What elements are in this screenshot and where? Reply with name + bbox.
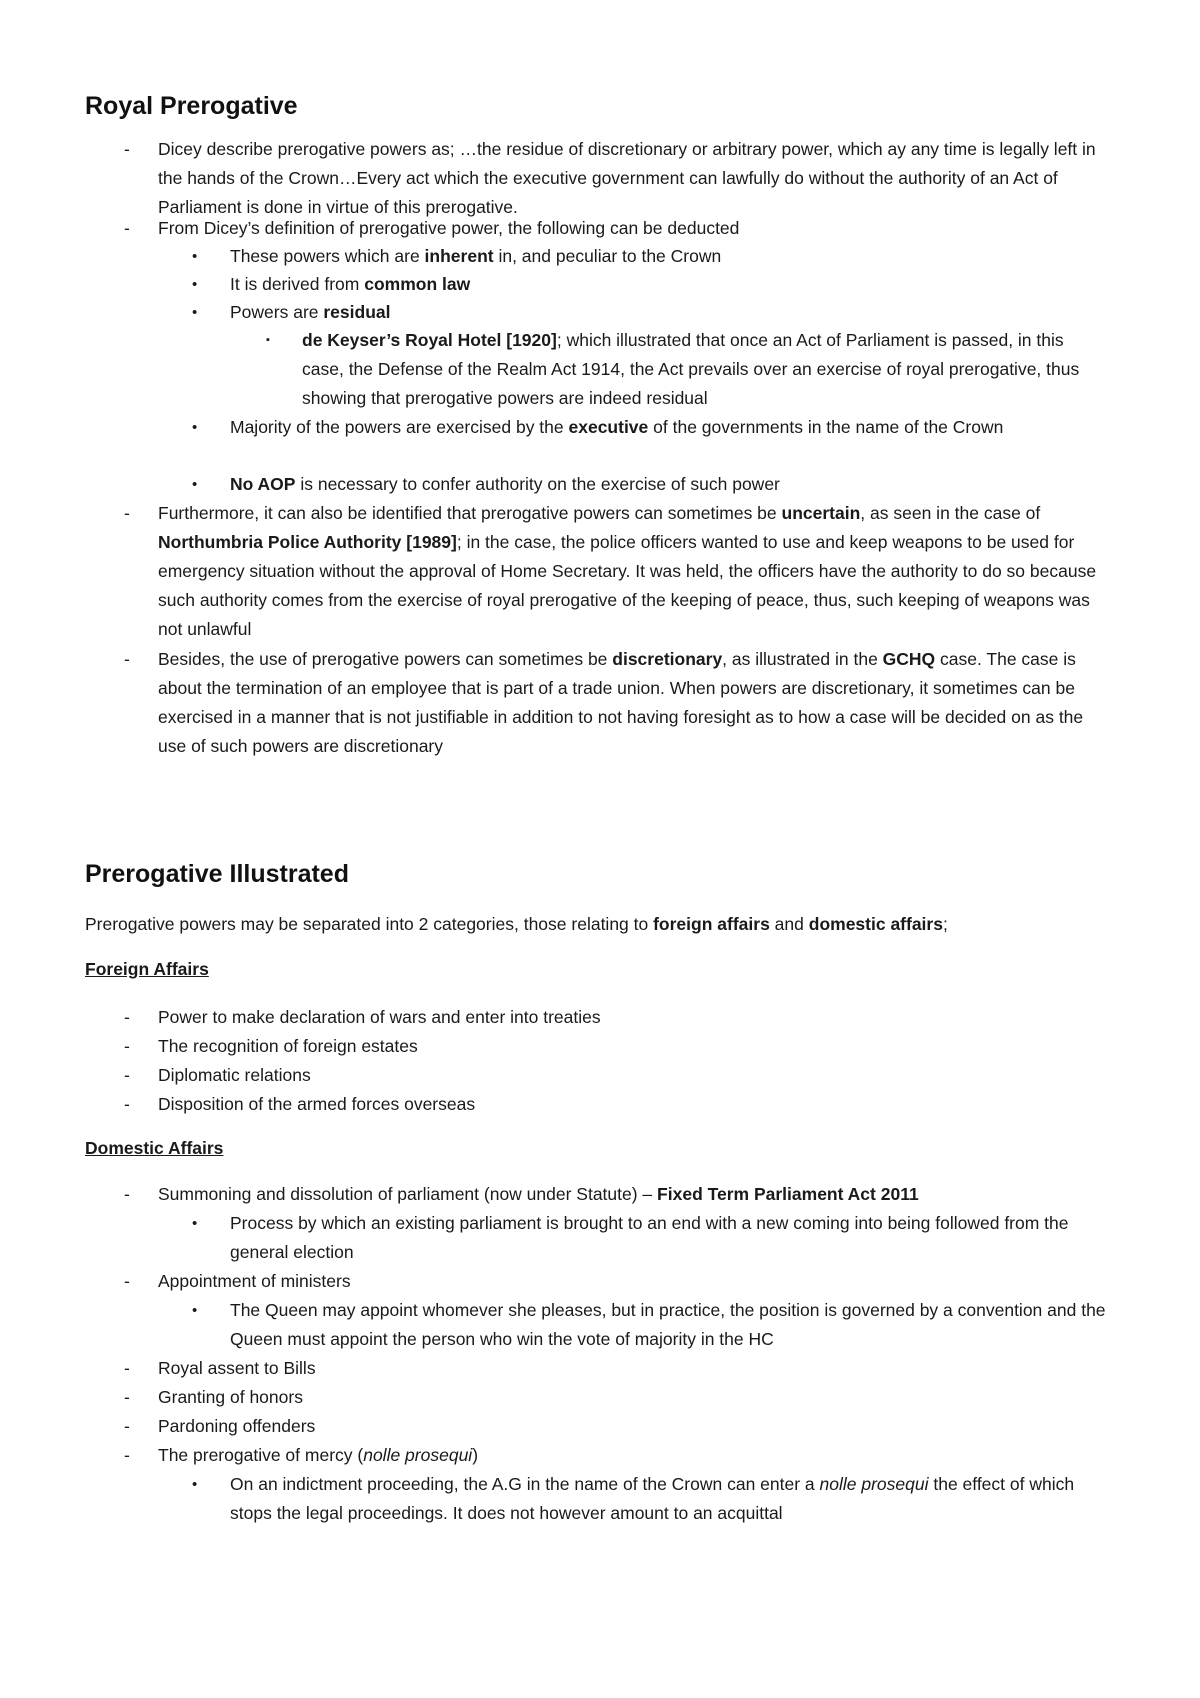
list-item: Powers are residual: [230, 302, 391, 322]
list-item: Besides, the use of prerogative powers can sometimes be discretionary, as illustrated in the GCHQ case. The case is about the termination of an employee that is part of a trade union. When powers are discretionary, it sometimes can be exercised in a manner that is not justifiable in addition to not having foresight as to how a case will be decided on as the use of such powers are discretionary: [158, 649, 1084, 756]
square-bullet-marker: ▪: [266, 334, 270, 346]
domestic-affairs-heading: Domestic Affairs: [85, 1138, 224, 1158]
dash-marker: -: [124, 1007, 130, 1027]
dash-marker: -: [124, 503, 130, 523]
list-item: No AOP is necessary to confer authority on the exercise of such power: [230, 474, 780, 494]
dash-marker: -: [124, 1445, 130, 1465]
section-title-royal-prerogative: Royal Prerogative: [85, 92, 298, 120]
dash-marker: -: [124, 1184, 130, 1204]
list-item: These powers which are inherent in, and peculiar to the Crown: [230, 246, 722, 266]
list-item: Royal assent to Bills: [158, 1358, 316, 1378]
list-item: The Queen may appoint whomever she pleases, but in practice, the position is governed by a convention and the Queen must appoint the person who win the vote of majority in the HC: [230, 1300, 1106, 1349]
foreign-affairs-heading: Foreign Affairs: [85, 959, 209, 979]
list-item: Furthermore, it can also be identified that prerogative powers can sometimes be uncertain, as seen in the case of Northumbria Police Authority [1989]; in the case, the police officers wanted to use and keep weapons to be used for emergency situation without the approval of Home Secretary. It was held, the officers have the authority to do so because such authority comes from the exercise of royal prerogative of the keeping of peace, thus, such keeping of weapons was not unlawful: [158, 503, 1097, 639]
bullet-marker: •: [192, 304, 198, 321]
dash-marker: -: [124, 139, 130, 159]
list-item: Summoning and dissolution of parliament (now under Statute) – Fixed Term Parliament Act 2011: [158, 1184, 919, 1204]
list-item: Disposition of the armed forces overseas: [158, 1094, 476, 1114]
dash-marker: -: [124, 649, 130, 669]
list-item: It is derived from common law: [230, 274, 471, 294]
bullet-marker: •: [192, 276, 198, 293]
list-item: On an indictment proceeding, the A.G in the name of the Crown can enter a nolle prosequi the effect of which stops the legal proceedings. It does not however amount to an acquittal: [230, 1474, 1075, 1523]
list-item: Appointment of ministers: [158, 1271, 351, 1291]
bullet-marker: •: [192, 1476, 198, 1493]
dash-marker: -: [124, 1416, 130, 1436]
list-item: From Dicey’s definition of prerogative power, the following can be deducted: [158, 218, 740, 238]
list-item: The recognition of foreign estates: [158, 1036, 418, 1056]
dash-marker: -: [124, 1271, 130, 1291]
list-item: Pardoning offenders: [158, 1416, 316, 1436]
dash-marker: -: [124, 1387, 130, 1407]
list-item: Granting of honors: [158, 1387, 303, 1407]
intro-paragraph: Prerogative powers may be separated into 2 categories, those relating to foreign affairs and domestic affairs;: [85, 914, 948, 934]
bullet-marker: •: [192, 1215, 198, 1232]
bullet-marker: •: [192, 248, 198, 265]
list-item: Power to make declaration of wars and enter into treaties: [158, 1007, 601, 1027]
bullet-marker: •: [192, 476, 198, 493]
list-item: de Keyser’s Royal Hotel [1920]; which illustrated that once an Act of Parliament is passed, in this case, the Defense of the Realm Act 1914, the Act prevails over an exercise of royal prerogative, thus showing that prerogative powers are indeed residual: [302, 330, 1080, 408]
bullet-marker: •: [192, 419, 198, 436]
dash-marker: -: [124, 1036, 130, 1056]
list-item: Process by which an existing parliament is brought to an end with a new coming into being followed from the general election: [230, 1213, 1069, 1262]
dash-marker: -: [124, 1065, 130, 1085]
list-item: Majority of the powers are exercised by the executive of the governments in the name of the Crown: [230, 417, 1004, 437]
dash-marker: -: [124, 218, 130, 238]
dash-marker: -: [124, 1358, 130, 1378]
bullet-marker: •: [192, 1302, 198, 1319]
list-item: Dicey describe prerogative powers as; …the residue of discretionary or arbitrary power, which ay any time is legally left in the hands of the Crown…Every act which the executive government can lawfully do without the authority of an Act of Parliament is done in virtue of this prerogative.: [158, 139, 1096, 217]
section-title-prerogative-illustrated: Prerogative Illustrated: [85, 860, 349, 888]
dash-marker: -: [124, 1094, 130, 1114]
list-item: Diplomatic relations: [158, 1065, 311, 1085]
list-item: The prerogative of mercy (nolle prosequi): [158, 1445, 479, 1465]
